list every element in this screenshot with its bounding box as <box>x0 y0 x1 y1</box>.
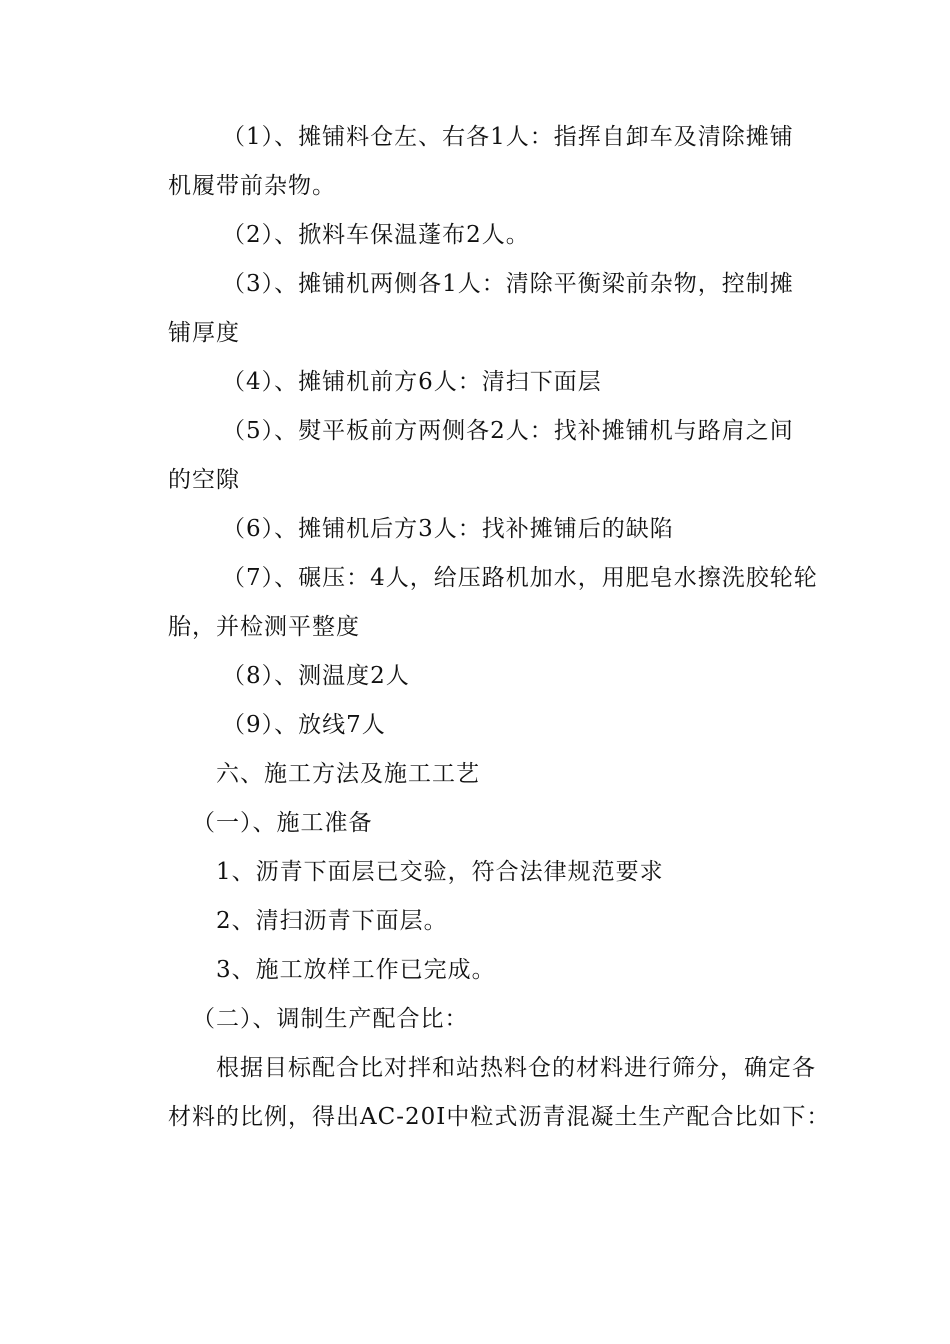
text-line: （4）、摊铺机前方6人：清扫下面层 <box>222 369 602 395</box>
text-line: （3）、摊铺机两侧各1人：清除平衡梁前杂物，控制摊 <box>222 271 794 297</box>
text-line: 的空隙 <box>168 467 240 493</box>
text-line: 2、清扫沥青下面层。 <box>216 908 448 934</box>
text-line: （8）、测温度2人 <box>222 663 410 689</box>
text-line: （7）、碾压：4人，给压路机加水，用肥皂水擦洗胶轮轮 <box>222 565 818 591</box>
text-line: 铺厚度 <box>168 320 240 346</box>
text-line: 机履带前杂物。 <box>168 173 336 199</box>
subsection-heading: （一）、施工准备 <box>192 810 373 836</box>
text-line: （9）、放线7人 <box>222 712 386 738</box>
text-line: （5）、熨平板前方两侧各2人：找补摊铺机与路肩之间 <box>222 418 794 444</box>
subsection-heading: （二）、调制生产配合比： <box>192 1006 469 1032</box>
text-line: 根据目标配合比对拌和站热料仓的材料进行筛分，确定各 <box>216 1055 816 1081</box>
text-line: 3、施工放样工作已完成。 <box>216 957 496 983</box>
text-line: 1、沥青下面层已交验，符合法律规范要求 <box>216 859 664 885</box>
text-line: （6）、摊铺机后方3人：找补摊铺后的缺陷 <box>222 516 674 542</box>
text-line: （1）、摊铺料仓左、右各1人：指挥自卸车及清除摊铺 <box>222 124 794 150</box>
section-heading: 六、施工方法及施工工艺 <box>216 761 480 787</box>
text-line: 材料的比例，得出AC-20I中粒式沥青混凝土生产配合比如下： <box>168 1104 831 1130</box>
text-line: （2）、掀料车保温蓬布2人。 <box>222 222 530 248</box>
text-line: 胎，并检测平整度 <box>168 614 360 640</box>
